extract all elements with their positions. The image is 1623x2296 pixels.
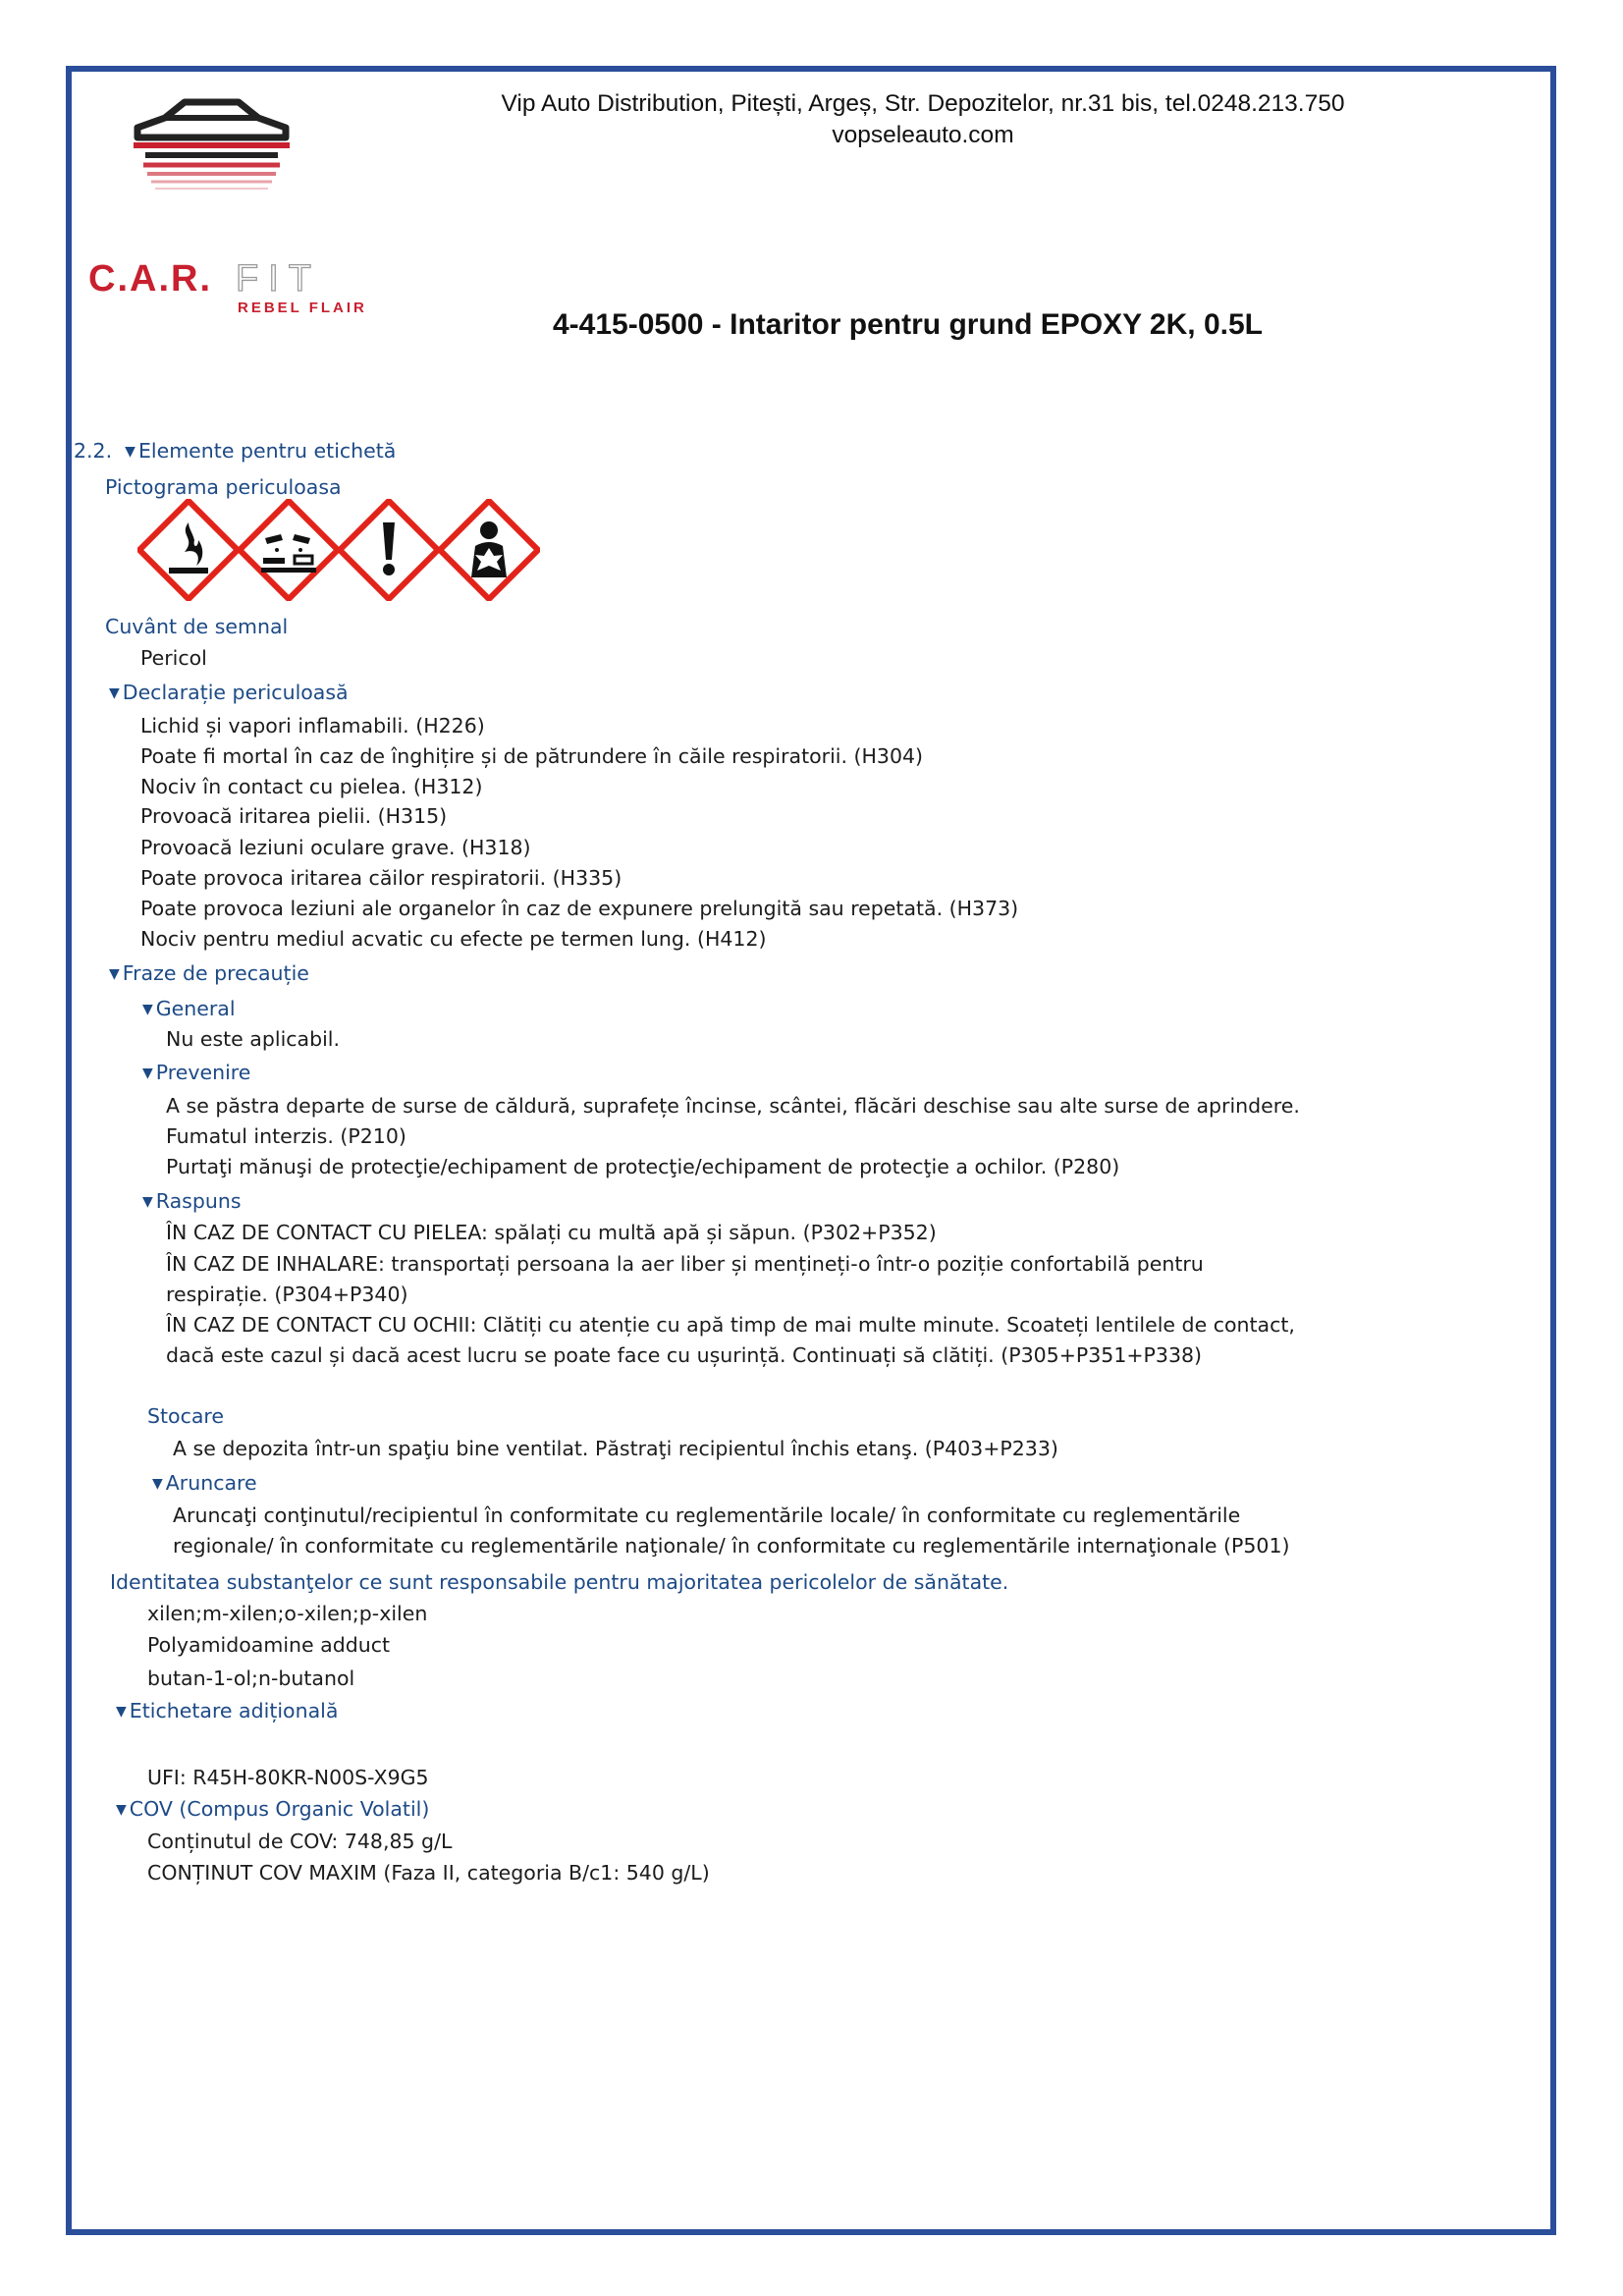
response-line: ÎN CAZ DE CONTACT CU OCHII: Clătiți cu atenție cu apă timp de mai multe minute. Scoateți lentilele de contact,	[166, 1313, 1295, 1337]
substance-item: butan-1-ol;n-butanol	[147, 1667, 355, 1690]
substance-item: xilen;m-xilen;o-xilen;p-xilen	[147, 1602, 428, 1625]
company-website: vopseleauto.com	[832, 122, 1014, 148]
health-hazard-pictogram-icon	[440, 501, 538, 599]
hazard-statement: Poate provoca leziuni ale organelor în caz de expunere prelungită sau repetată. (H373)	[140, 897, 1019, 920]
collapse-triangle-icon: ▼	[142, 1194, 153, 1210]
hazard-statements-heading	[109, 680, 349, 706]
section-number: 2.2.	[74, 439, 113, 463]
company-address: Vip Auto Distribution, Pitești, Argeș, Str. Depozitelor, nr.31 bis, tel.0248.213.750	[501, 90, 1345, 117]
collapse-triangle-icon: ▼	[109, 685, 120, 701]
response-line: respirație. (P304+P340)	[166, 1283, 408, 1306]
corrosion-pictogram-icon	[240, 501, 338, 599]
precaution-heading	[109, 960, 309, 987]
hazard-statement: Provoacă leziuni oculare grave. (H318)	[140, 836, 531, 859]
svg-text:FIT: FIT	[236, 258, 321, 300]
response-heading	[142, 1188, 242, 1215]
section-heading-text: Elemente pentru etichetă	[137, 439, 397, 463]
disposal-line: regionale/ în conformitate cu reglementările naţionale/ în conformitate cu reglementările internaţionale (P501)	[173, 1534, 1290, 1558]
hazard-statement: Poate provoca iritarea căilor respiratorii. (H335)	[140, 866, 622, 890]
prevention-line: Fumatul interzis. (P210)	[166, 1124, 406, 1148]
signal-word-label: Cuvânt de semnal	[105, 615, 289, 638]
product-title: 4-415-0500 - Intaritor pentru grund EPOXY 2K, 0.5L	[553, 308, 1263, 341]
collapse-triangle-icon: ▼	[116, 1704, 127, 1720]
response-heading-text: Raspuns	[155, 1189, 242, 1213]
prevention-heading	[142, 1060, 250, 1086]
substance-item: Polyamidoamine adduct	[147, 1633, 391, 1657]
hazard-statement: Poate fi mortal în caz de înghițire și de pătrundere în căile respiratorii. (H304)	[140, 744, 924, 768]
precaution-heading-text: Fraze de precauție	[122, 961, 309, 985]
collapse-triangle-icon: ▼	[152, 1476, 163, 1492]
exclamation-pictogram-icon	[340, 501, 438, 599]
general-heading	[142, 996, 236, 1022]
voc-line: CONȚINUT COV MAXIM (Faza II, categoria B/c1: 540 g/L)	[147, 1861, 710, 1885]
prevention-heading-text: Prevenire	[155, 1061, 251, 1084]
additional-labelling-heading	[116, 1698, 338, 1724]
section-heading	[74, 438, 396, 465]
car-logo-icon	[126, 90, 298, 193]
response-line: ÎN CAZ DE CONTACT CU PIELEA: spălați cu multă apă și săpun. (P302+P352)	[166, 1221, 937, 1244]
collapse-triangle-icon: ▼	[142, 1002, 153, 1017]
company-info	[388, 88, 1458, 151]
response-line: dacă este cazul și dacă acest lucru se poate face cu ușurință. Continuați să clătiți. (P305+P351+P338)	[166, 1343, 1203, 1367]
svg-text:REBEL FLAIR: REBEL FLAIR	[238, 300, 367, 316]
hazard-statement: Lichid și vapori inflamabili. (H226)	[140, 714, 485, 738]
hazard-statement: Provoacă iritarea pielii. (H315)	[140, 804, 448, 828]
collapse-triangle-icon: ▼	[109, 966, 120, 982]
pictogram-label: Pictograma periculoasa	[105, 475, 342, 499]
prevention-line: Purtaţi mănuşi de protecţie/echipament de protecţie/echipament de protecţie a ochilor. (P280)	[166, 1155, 1120, 1178]
hazard-pictograms	[137, 499, 540, 601]
additional-heading-text: Etichetare adițională	[129, 1699, 339, 1722]
hazard-heading-text: Declarație periculoasă	[122, 681, 349, 704]
substances-heading: Identitatea substanţelor ce sunt responsabile pentru majoritatea pericolelor de sănătate.	[110, 1570, 1009, 1594]
page-border	[66, 66, 1556, 2235]
collapse-triangle-icon: ▼	[142, 1066, 153, 1081]
svg-text:C.A.R.: C.A.R.	[88, 258, 212, 300]
collapse-triangle-icon: ▼	[116, 1802, 127, 1818]
signal-word: Pericol	[140, 646, 207, 670]
disposal-heading	[152, 1470, 257, 1497]
disposal-line: Aruncaţi conţinutul/recipientul în conformitate cu reglementările locale/ în conformitate cu reglementările	[173, 1503, 1241, 1527]
ufi-code: UFI: R45H-80KR-N00S-X9G5	[147, 1766, 429, 1789]
hazard-statement: Nociv pentru mediul acvatic cu efecte pe termen lung. (H412)	[140, 927, 767, 951]
voc-heading	[116, 1796, 429, 1823]
disposal-heading-text: Aruncare	[165, 1471, 257, 1495]
response-line: ÎN CAZ DE INHALARE: transportați persoana la aer liber și mențineți-o într-o poziție confortabilă pentru	[166, 1252, 1204, 1276]
general-text: Nu este aplicabil.	[166, 1027, 341, 1051]
storage-heading: Stocare	[147, 1404, 225, 1428]
prevention-line: A se păstra departe de surse de căldură, suprafețe încinse, scântei, flăcări deschise sau alte surse de aprindere.	[166, 1094, 1300, 1118]
hazard-statement: Nociv în contact cu pielea. (H312)	[140, 775, 483, 798]
voc-line: Conținutul de COV: 748,85 g/L	[147, 1830, 453, 1853]
voc-heading-text: COV (Compus Organic Volatil)	[129, 1797, 430, 1821]
carfit-logo	[88, 257, 403, 326]
flame-pictogram-icon	[139, 501, 238, 599]
storage-text: A se depozita într-un spaţiu bine ventilat. Păstraţi recipientul închis etanş. (P403+P233)	[173, 1437, 1058, 1460]
collapse-triangle-icon: ▼	[125, 444, 135, 460]
general-heading-text: General	[155, 997, 236, 1020]
